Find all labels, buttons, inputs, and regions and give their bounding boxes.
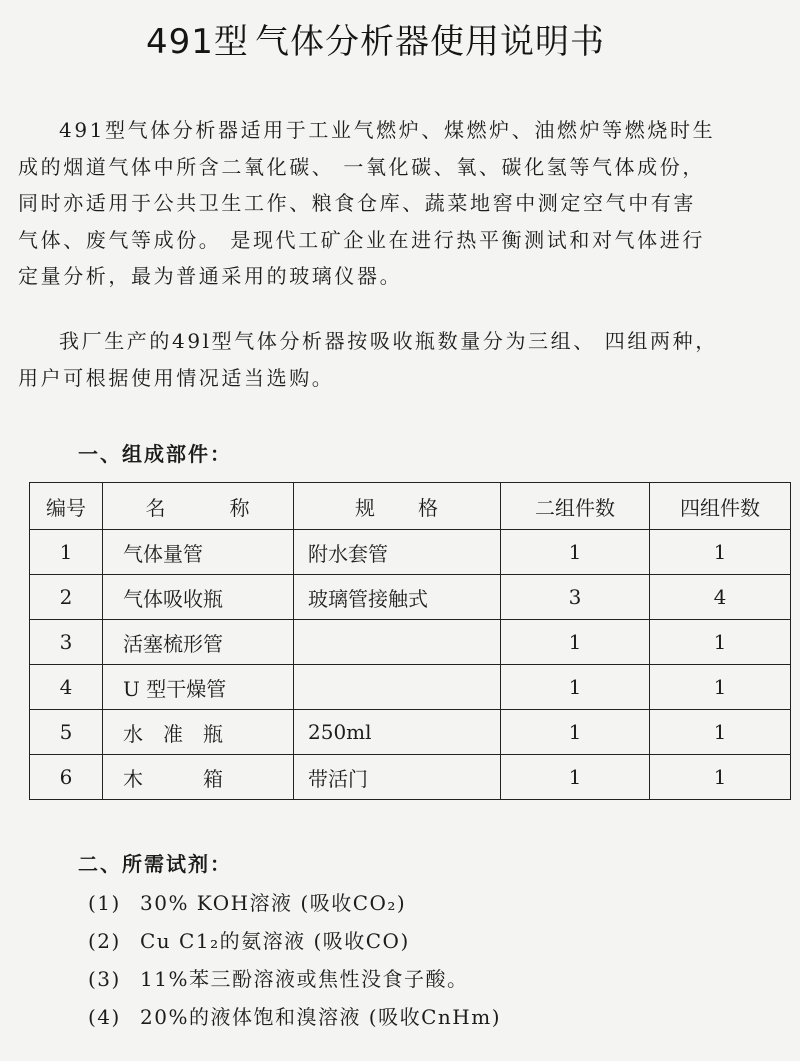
cell-two-group: 3	[501, 575, 650, 620]
table-row	[30, 665, 791, 710]
cell-four-group: 1	[650, 665, 791, 710]
cell-spec: 250ml	[294, 710, 501, 755]
column-header-spec-text: 规 格	[355, 495, 439, 520]
list-item	[88, 998, 501, 1036]
cell-four-group: 1	[650, 530, 791, 575]
reagent-text: Cu C1₂的氨溶液 (吸收CO)	[140, 929, 410, 953]
cell-two-group: 1	[501, 755, 650, 800]
cell-name: U 型干燥管	[103, 665, 294, 710]
table-row	[30, 710, 791, 755]
cell-four-group: 1	[650, 755, 791, 800]
cell-four-group: 1	[650, 710, 791, 755]
cell-two-group: 1	[501, 665, 650, 710]
table-row	[30, 575, 791, 620]
intro-paragraph-2	[18, 323, 778, 396]
table-row	[30, 755, 791, 800]
cell-no: 1	[30, 530, 103, 575]
cell-spec	[294, 620, 501, 665]
reagent-number: (2)	[88, 929, 121, 953]
cell-two-group: 1	[501, 620, 650, 665]
reagent-text: 11%苯三酚溶液或焦性没食子酸。	[140, 967, 469, 991]
reagents-list	[88, 884, 501, 1036]
paragraph-line: 成的烟道气体中所含二氧化碳、 一氧化碳、氧、碳化氢等气体成份，	[18, 154, 705, 179]
cell-two-group: 1	[501, 530, 650, 575]
cell-four-group: 1	[650, 620, 791, 665]
column-header-name	[103, 483, 294, 530]
cell-no: 5	[30, 710, 103, 755]
cell-no: 2	[30, 575, 103, 620]
paragraph-line: 气体、废气等成份。 是现代工矿企业在进行热平衡测试和对气体进行	[18, 227, 705, 252]
intro-paragraph-1	[18, 112, 778, 295]
column-header-name-text: 名 称	[145, 495, 251, 520]
column-header-two-group: 二组件数	[501, 483, 650, 530]
list-item	[88, 960, 501, 998]
cell-spec: 带活门	[294, 755, 501, 800]
cell-name: 木 箱	[103, 755, 294, 800]
table-row	[30, 530, 791, 575]
reagent-number: (4)	[88, 1005, 121, 1029]
column-header-spec	[294, 483, 501, 530]
cell-two-group: 1	[501, 710, 650, 755]
paragraph-line: 用户可根据使用情况适当选购。	[18, 365, 335, 390]
cell-name: 活塞梳形管	[103, 620, 294, 665]
list-item	[88, 884, 501, 922]
cell-name: 气体吸收瓶	[103, 575, 294, 620]
reagent-text: 20%的液体饱和溴溶液 (吸收CnHm)	[140, 1005, 502, 1029]
reagent-number: (1)	[88, 891, 121, 915]
cell-spec: 附水套管	[294, 530, 501, 575]
title-name: 气体分析器使用说明书	[255, 22, 605, 62]
paragraph-line: 我厂生产的49l型气体分析器按吸收瓶数量分为三组、 四组两种，	[59, 329, 718, 353]
title-model: 491型	[146, 22, 249, 62]
cell-four-group: 4	[650, 575, 791, 620]
paragraph-line: 同时亦适用于公共卫生工作、粮食仓库、蔬菜地窖中测定空气中有害	[18, 191, 696, 215]
components-table	[29, 482, 791, 800]
table-header-row	[30, 483, 791, 530]
column-header-four-group: 四组件数	[650, 483, 791, 530]
reagent-text: 30% KOH溶液 (吸收CO₂)	[140, 891, 407, 915]
cell-no: 6	[30, 755, 103, 800]
components-heading: 一、组成部件：	[78, 442, 232, 466]
reagents-heading: 二、所需试剂：	[78, 852, 232, 876]
paragraph-line: 定量分析，最为普通采用的玻璃仪器。	[18, 264, 403, 288]
cell-no: 4	[30, 665, 103, 710]
list-item	[88, 922, 501, 960]
paragraph-line: 491型气体分析器适用于工业气燃炉、煤燃炉、油燃炉等燃烧时生	[59, 118, 716, 142]
column-header-no: 编号	[30, 483, 103, 530]
cell-no: 3	[30, 620, 103, 665]
cell-name: 气体量管	[103, 530, 294, 575]
cell-name: 水 准 瓶	[103, 710, 294, 755]
reagent-number: (3)	[88, 967, 121, 991]
cell-spec	[294, 665, 501, 710]
table-row	[30, 620, 791, 665]
cell-spec: 玻璃管接触式	[294, 575, 501, 620]
